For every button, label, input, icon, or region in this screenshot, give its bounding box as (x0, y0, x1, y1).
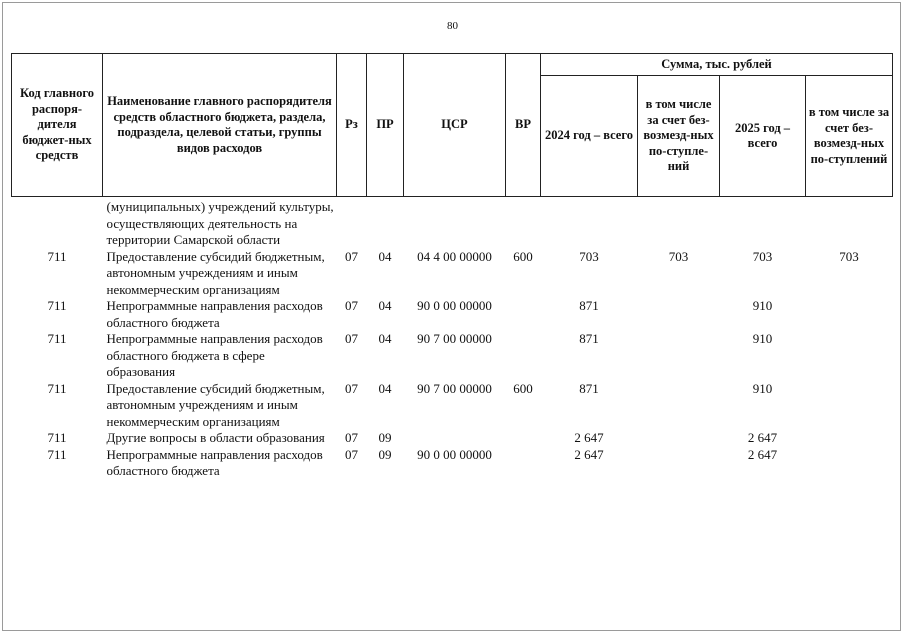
cell-code: 711 (47, 248, 67, 264)
table-row (12, 197, 893, 249)
header-2025-grant: в том числе за счет без-возмезд-ных по-ступлений (806, 76, 893, 197)
cell-csr: 90 7 00 00000 (417, 331, 492, 346)
cell-2024-total: 703 (579, 248, 599, 264)
page-number: 80 (447, 20, 458, 32)
cell-name: Непрограммные направления расходов областного бюджета (106, 446, 323, 478)
header-vr: ВР (506, 54, 541, 197)
cell-vr (506, 331, 541, 381)
cell-2024-total (541, 197, 638, 249)
cell-pr: 04 (378, 298, 392, 313)
cell-rz: 07 (345, 331, 358, 346)
table-body (12, 197, 893, 480)
cell-2025-grant (806, 298, 893, 331)
cell-pr: 04 (378, 331, 392, 346)
cell-2024-total: 2 647 (574, 430, 604, 445)
cell-rz: 07 (345, 430, 358, 445)
cell-rz: 07 (345, 298, 358, 313)
cell-name: Другие вопросы в области образования (106, 430, 325, 445)
cell-name: Предоставление субсидий бюджетным, автономным учреждениям и иным некоммерческим организациям (106, 380, 325, 429)
cell-2024-total: 871 (579, 298, 599, 313)
cell-2024-grant (638, 381, 720, 431)
table-row (12, 447, 893, 480)
table-row (12, 249, 893, 299)
cell-csr: 90 0 00 00000 (417, 298, 492, 313)
table-row (12, 430, 893, 447)
cell-csr (404, 197, 506, 249)
cell-2025-grant (806, 331, 893, 381)
cell-name: Непрограммные направления расходов областного бюджета (106, 298, 323, 330)
cell-2024-total: 871 (579, 380, 599, 396)
header-sum-group: Сумма, тыс. рублей (541, 54, 893, 76)
cell-pr: 09 (378, 446, 392, 462)
cell-csr (404, 430, 506, 447)
cell-rz: 07 (345, 248, 358, 264)
cell-2025-total: 2 647 (747, 446, 778, 462)
cell-2024-total: 871 (579, 331, 599, 346)
cell-2025-total: 910 (752, 380, 773, 396)
cell-2025-grant (806, 381, 893, 431)
header-code: Код главного распоря-дителя бюджет-ных средств (12, 54, 103, 197)
cell-pr: 04 (378, 248, 392, 264)
budget-table (11, 53, 893, 480)
cell-2024-grant (638, 430, 720, 447)
cell-rz: 07 (345, 446, 358, 462)
cell-2025-total (720, 197, 806, 249)
header-rz: Рз (337, 54, 367, 197)
cell-pr (367, 197, 404, 249)
cell-2025-total: 910 (752, 298, 773, 313)
cell-name: (муниципальных) учреждений культуры, осуществляющих деятельность на территории Самарской области (106, 199, 334, 247)
cell-pr: 04 (378, 380, 392, 396)
cell-2024-grant (638, 447, 720, 480)
cell-vr (506, 197, 541, 249)
cell-vr (506, 298, 541, 331)
cell-code (12, 197, 103, 249)
cell-code: 711 (47, 380, 67, 396)
cell-rz (337, 197, 367, 249)
header-2024-total: 2024 год – всего (541, 76, 638, 197)
cell-csr: 90 7 00 00000 (417, 380, 492, 396)
header-2025-total: 2025 год – всего (720, 76, 806, 197)
cell-code: 711 (47, 430, 67, 445)
cell-2024-grant (638, 197, 720, 249)
header-csr: ЦСР (404, 54, 506, 197)
cell-2024-grant: 703 (668, 248, 689, 264)
cell-pr: 09 (378, 430, 392, 445)
cell-2024-grant (638, 298, 720, 331)
cell-code: 711 (47, 446, 67, 462)
cell-2025-total: 2 647 (747, 430, 778, 445)
cell-vr: 600 (513, 380, 533, 396)
cell-2025-grant (806, 447, 893, 480)
cell-2024-total: 2 647 (574, 446, 604, 462)
cell-rz: 07 (345, 380, 358, 396)
table-row (12, 381, 893, 431)
cell-name: Непрограммные направления расходов областного бюджета в сфере образования (106, 331, 323, 379)
table-row (12, 298, 893, 331)
cell-2024-grant (638, 331, 720, 381)
cell-vr: 600 (513, 248, 533, 264)
cell-vr (506, 447, 541, 480)
header-2024-grant: в том числе за счет без-возмезд-ных по-ступле-ний (638, 76, 720, 197)
cell-csr: 04 4 00 00000 (417, 248, 492, 264)
header-name: Наименование главного распорядителя средств областного бюджета, раздела, подраздела, целевой статьи, группы видов расходов (103, 54, 337, 197)
cell-vr (506, 430, 541, 447)
cell-name: Предоставление субсидий бюджетным, автономным учреждениям и иным некоммерческим организациям (106, 248, 325, 297)
cell-2025-grant (806, 430, 893, 447)
header-pr: ПР (367, 54, 404, 197)
cell-2025-total: 703 (752, 248, 773, 264)
cell-code: 711 (47, 331, 67, 346)
cell-2025-total: 910 (752, 331, 773, 346)
cell-code: 711 (47, 298, 67, 313)
table-row (12, 331, 893, 381)
cell-2025-grant (806, 197, 893, 249)
cell-2025-grant: 703 (839, 248, 859, 264)
cell-csr: 90 0 00 00000 (417, 446, 492, 462)
